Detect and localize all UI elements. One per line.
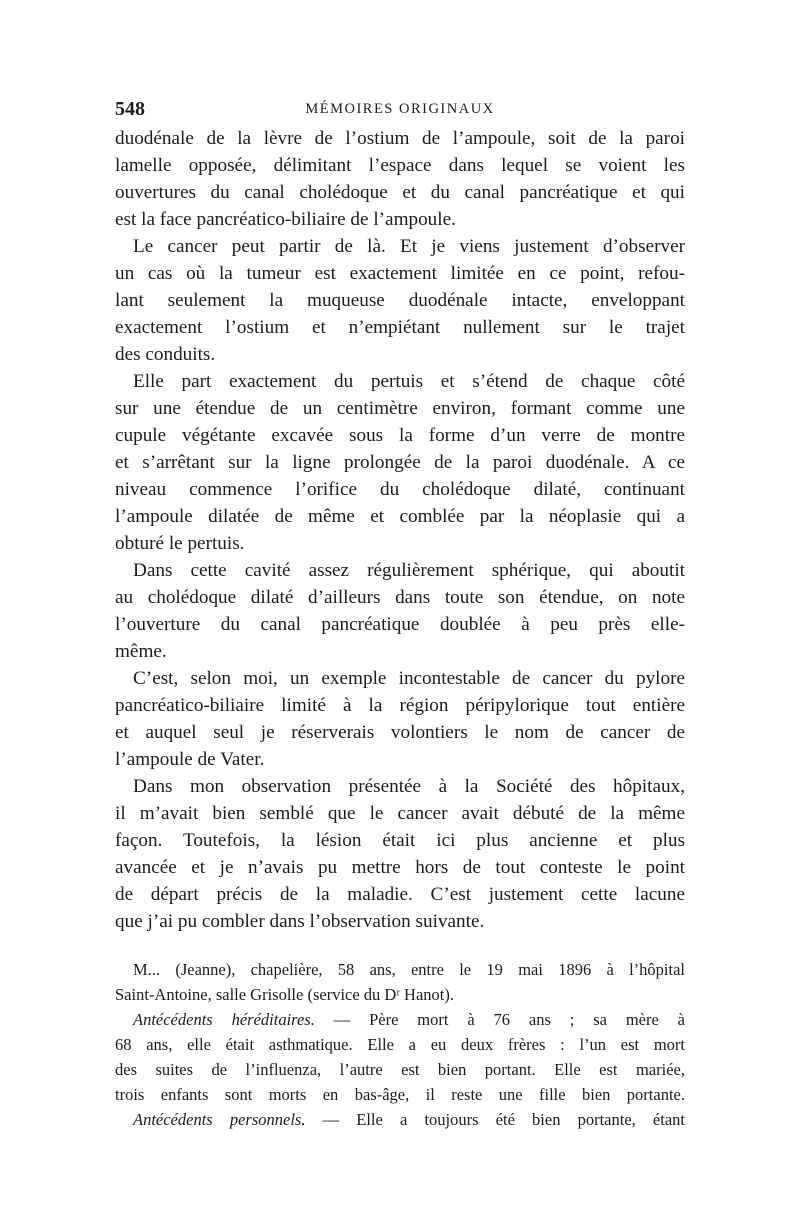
observation-line: trois enfants sont morts en bas-âge, il reste une fille bien portante. — [115, 1085, 685, 1104]
body-line: il m’avait bien semblé que le cancer avait débuté de la même — [115, 803, 685, 824]
body-line: sur une étendue de un centimètre environ, formant comme une — [115, 398, 685, 419]
body-line: de départ précis de la maladie. C’est justement cette lacune — [115, 884, 685, 905]
body-line: lant seulement la muqueuse duodénale intacte, enveloppant — [115, 290, 685, 311]
body-line: l’ampoule dilatée de même et comblée par la néoplasie qui a — [115, 506, 685, 527]
body-line: obturé le pertuis. — [115, 533, 245, 554]
observation-text: — Père mort à 76 ans ; sa mère à — [314, 1010, 685, 1029]
body-line: même. — [115, 641, 167, 662]
body-line: et s’arrêtant sur la ligne prolongée de la paroi duodénale. A ce — [115, 452, 685, 473]
body-line: exactement l’ostium et n’empiétant nullement sur le trajet — [115, 317, 685, 338]
body-line: C’est, selon moi, un exemple incontestable de cancer du pylore — [133, 668, 685, 689]
body-line: pancréatico-biliaire limité à la région péripylorique tout entière — [115, 695, 685, 716]
body-line: Elle part exactement du pertuis et s’étend de chaque côté — [133, 371, 685, 392]
observation-line — [115, 1010, 685, 1030]
body-line: que j’ai pu combler dans l’observation suivante. — [115, 911, 485, 932]
running-head: MÉMOIRES ORIGINAUX — [305, 101, 495, 117]
page-header — [115, 98, 685, 122]
body-line: l’ouverture du canal pancréatique doublée à peu près elle- — [115, 614, 685, 635]
body-line: et auquel seul je réserverais volontiers le nom de cancer de — [115, 722, 685, 743]
page-number: 548 — [115, 98, 145, 120]
observation-line: 68 ans, elle était asthmatique. Elle a eu deux frères : l’un est mort — [115, 1035, 685, 1054]
body-line: des conduits. — [115, 344, 216, 365]
body-line: ouvertures du canal cholédoque et du canal pancréatique et qui — [115, 182, 685, 203]
body-line: cupule végétante excavée sous la forme d’un verre de montre — [115, 425, 685, 446]
body-line: avancée et je n’avais pu mettre hors de tout conteste le point — [115, 857, 685, 878]
observation-text: — Elle a toujours été bien portante, étant — [305, 1110, 685, 1129]
observation-heading-hereditary: Antécédents héréditaires. — [133, 1010, 315, 1029]
observation-heading-personal: Antécédents personnels. — [133, 1110, 306, 1129]
observation-line: M... (Jeanne), chapelière, 58 ans, entre le 19 mai 1896 à l’hôpital — [133, 960, 685, 979]
body-line: façon. Toutefois, la lésion était ici plus ancienne et plus — [115, 830, 685, 851]
observation-line: Saint-Antoine, salle Grisolle (service du Dʳ Hanot). — [115, 985, 454, 1004]
body-line: lamelle opposée, délimitant l’espace dans lequel se voient les — [115, 155, 685, 176]
body-line: Dans cette cavité assez régulièrement sphérique, qui aboutit — [133, 560, 685, 581]
body-line: est la face pancréatico-biliaire de l’ampoule. — [115, 209, 456, 230]
body-line: duodénale de la lèvre de l’ostium de l’ampoule, soit de la paroi — [115, 128, 685, 149]
observation-line: des suites de l’influenza, l’autre est bien portant. Elle est mariée, — [115, 1060, 685, 1079]
body-line: niveau commence l’orifice du cholédoque dilaté, continuant — [115, 479, 685, 500]
body-line: Le cancer peut partir de là. Et je viens justement d’observer — [133, 236, 685, 257]
observation-line — [115, 1110, 685, 1130]
body-line: au cholédoque dilaté d’ailleurs dans toute son étendue, on note — [115, 587, 685, 608]
body-line: l’ampoule de Vater. — [115, 749, 265, 770]
body-line: Dans mon observation présentée à la Société des hôpitaux, — [133, 776, 685, 797]
body-line: un cas où la tumeur est exactement limitée en ce point, refou- — [115, 263, 685, 284]
